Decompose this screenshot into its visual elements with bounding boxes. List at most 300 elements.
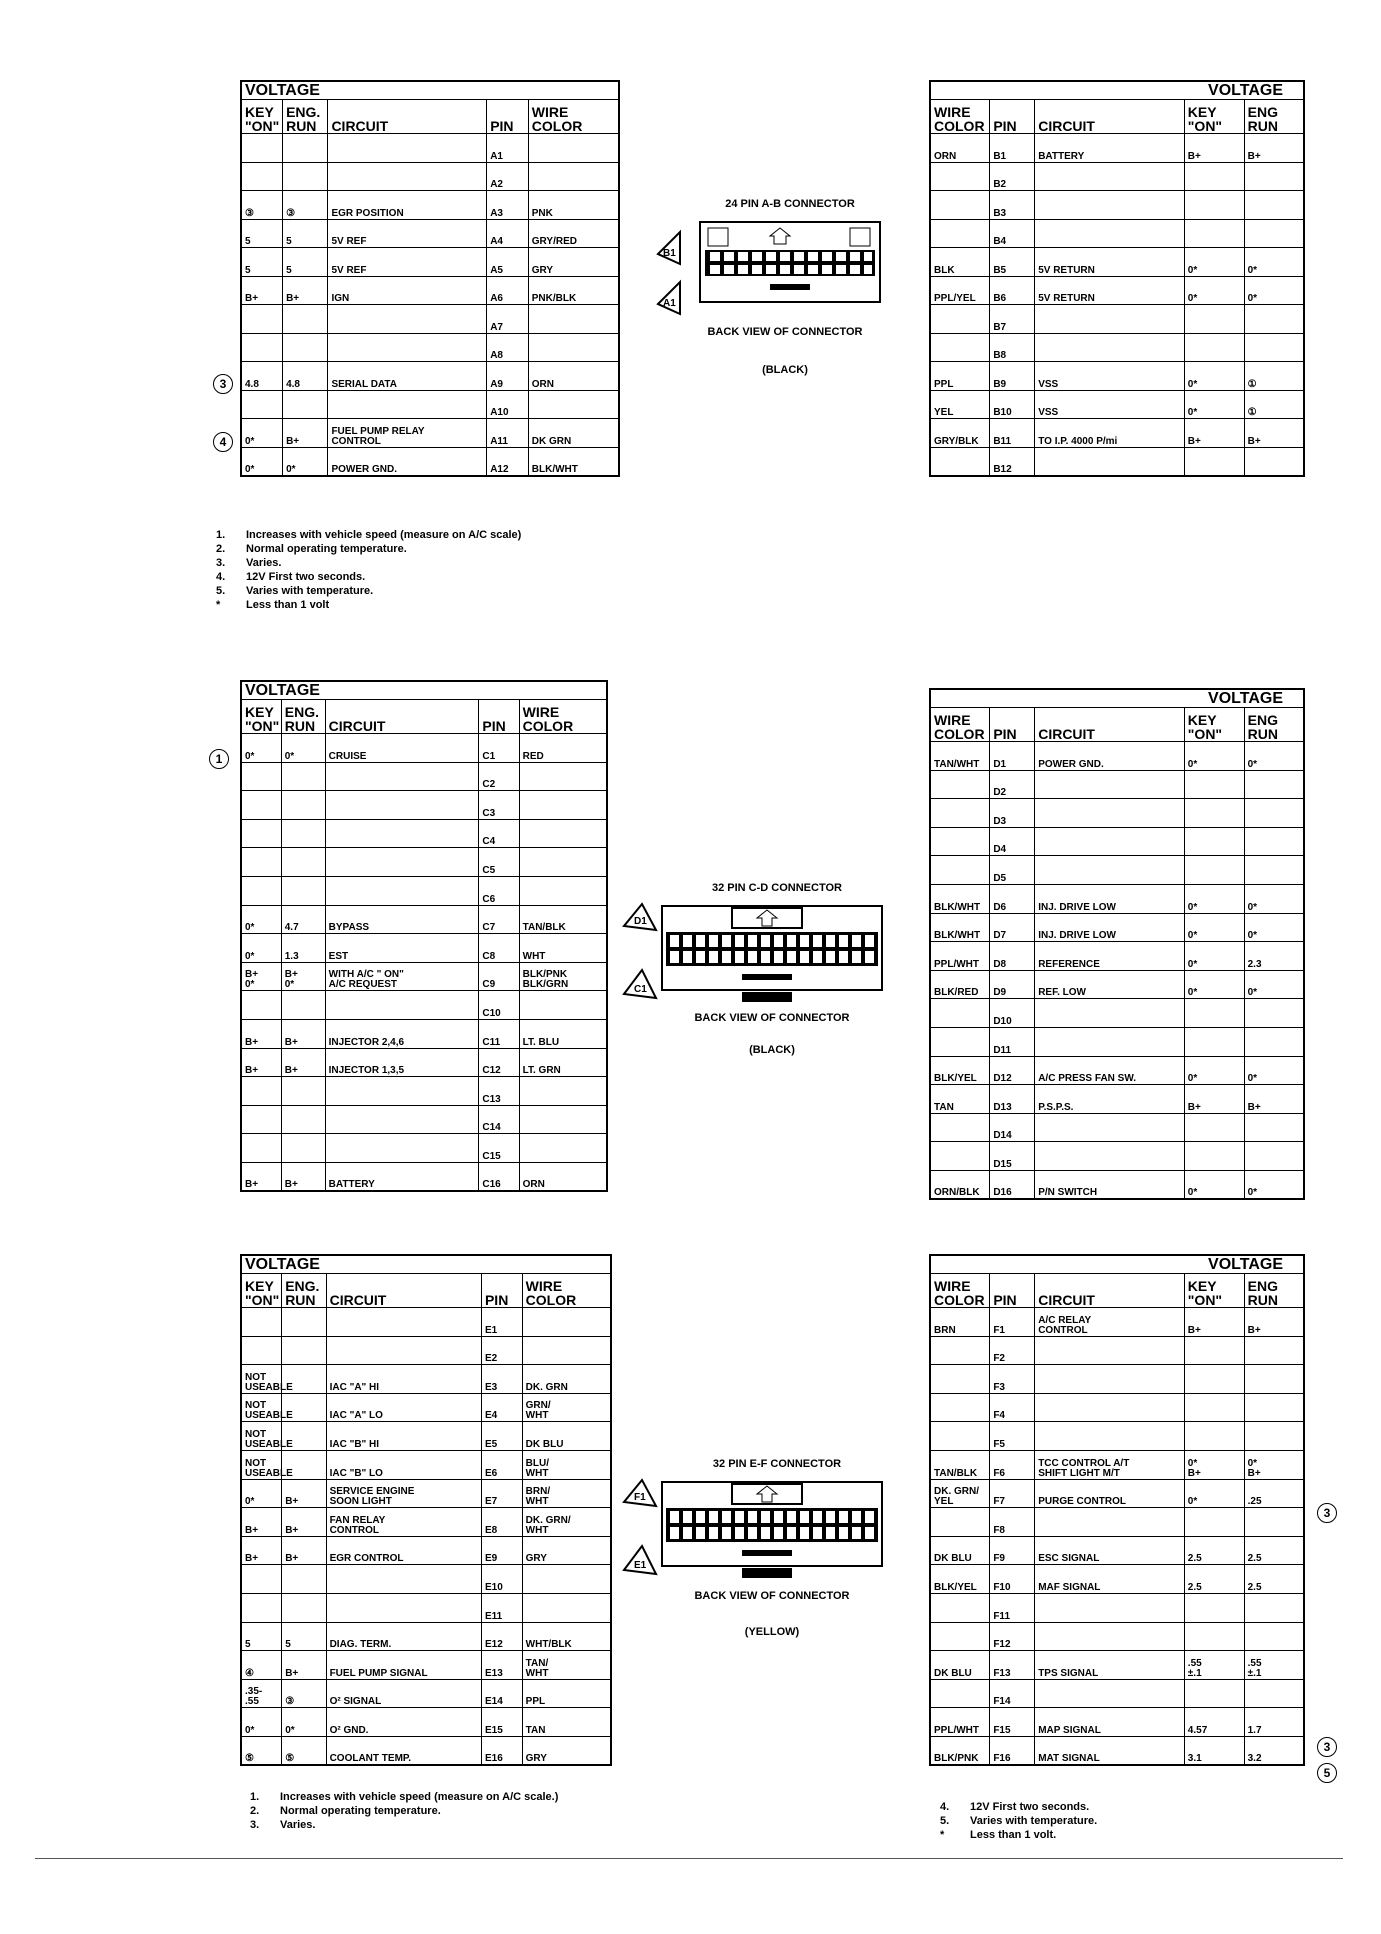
table-cell: C4 (479, 819, 519, 848)
table-cell (1035, 1365, 1185, 1394)
table-cell: FUEL PUMP SIGNAL (326, 1651, 481, 1680)
table-cell (1184, 827, 1244, 856)
table-cell: B12 (990, 447, 1035, 476)
table-cell (1244, 162, 1304, 191)
table-cell: GRY (522, 1536, 611, 1565)
table-cell (281, 762, 325, 791)
table-cell (1035, 1593, 1185, 1622)
table-cell (1035, 1508, 1185, 1537)
table-cell (326, 1336, 481, 1365)
table-cell: BYPASS (325, 905, 479, 934)
table-cell: 0* (1244, 1170, 1304, 1199)
table-cell: B5 (990, 248, 1035, 277)
table-row (241, 819, 607, 848)
table-cell (930, 1593, 990, 1622)
table-row (241, 1565, 611, 1594)
table-cell: F15 (990, 1708, 1035, 1737)
table-cell: 0* (1244, 1056, 1304, 1085)
table-cell: E16 (481, 1736, 522, 1765)
voltage-header-row (241, 681, 607, 700)
callout-f15: 3 (1317, 1737, 1337, 1757)
table-cell: D11 (990, 1027, 1035, 1056)
table-cell (241, 134, 283, 163)
table-cell (1035, 1422, 1185, 1451)
table-cell (1035, 999, 1185, 1028)
table-cell: 0* (1184, 362, 1244, 391)
table-row (930, 419, 1304, 448)
table-cell (1244, 1622, 1304, 1651)
table-cell (1184, 162, 1244, 191)
table-cell: NOT USEABLE (241, 1422, 282, 1451)
table-row (930, 1679, 1304, 1708)
table-cell: PPL/WHT (930, 1708, 990, 1737)
table-cell: B2 (990, 162, 1035, 191)
table-cell (281, 991, 325, 1020)
callout-a11: 4 (213, 432, 233, 452)
eng-run-header: ENG RUN (1244, 708, 1304, 742)
table-cell: DK BLU (930, 1536, 990, 1565)
table-row (241, 305, 619, 334)
table-cell (328, 134, 487, 163)
wire-color-header: WIRE COLOR (528, 100, 619, 134)
table-row (930, 333, 1304, 362)
table-cell: ORN (930, 134, 990, 163)
table-cell: LT. BLU (519, 1019, 607, 1048)
table-cell: MAP SIGNAL (1035, 1708, 1185, 1737)
table-cell: D7 (990, 913, 1035, 942)
table-row (930, 1393, 1304, 1422)
table-cell (1244, 1336, 1304, 1365)
voltage-heading: VOLTAGE (930, 689, 1304, 708)
note-text: Varies with temperature. (970, 1815, 1098, 1827)
table-cell: E9 (481, 1536, 522, 1565)
table-cell: 4.8 (241, 362, 283, 391)
table-cell: ③ (241, 191, 283, 220)
table-row (241, 134, 619, 163)
ef-connector (622, 1458, 902, 1638)
callout-f7: 3 (1317, 1503, 1337, 1523)
table-cell (282, 1593, 326, 1622)
table-cell (930, 447, 990, 476)
note-number: 3. (250, 1819, 260, 1831)
table-cell: 5 (241, 248, 283, 277)
table-cell (522, 1565, 611, 1594)
cd-tag-top: D1 (634, 916, 647, 927)
table-cell (930, 1027, 990, 1056)
note-text: Varies with temperature. (246, 585, 374, 597)
voltage-header-row (930, 689, 1304, 708)
table-cell (1184, 1593, 1244, 1622)
table-cell: BRN (930, 1308, 990, 1337)
table-cell: B+ (282, 1536, 326, 1565)
table-cell: F16 (990, 1736, 1035, 1765)
table-cell (930, 999, 990, 1028)
pin-header: PIN (990, 100, 1035, 134)
note-number: 3. (216, 557, 226, 569)
table-cell (1244, 1365, 1304, 1394)
table-cell: C1 (479, 734, 519, 763)
table-cell (328, 333, 487, 362)
table-row (930, 856, 1304, 885)
table-cell (519, 1105, 607, 1134)
table-cell: 4.8 (283, 362, 328, 391)
table-cell (1184, 799, 1244, 828)
table-cell: GRY/BLK (930, 419, 990, 448)
table-row (241, 1593, 611, 1622)
table-cell: E7 (481, 1479, 522, 1508)
table-cell: D14 (990, 1113, 1035, 1142)
table-row (930, 827, 1304, 856)
table-cell: 1.7 (1244, 1708, 1304, 1737)
pin-header: PIN (481, 1274, 522, 1308)
table-row (241, 1365, 611, 1394)
table-row (930, 999, 1304, 1028)
table-row (241, 1508, 611, 1537)
voltage-heading: VOLTAGE (930, 1255, 1304, 1274)
table-row (241, 1077, 607, 1106)
table-cell: E1 (481, 1308, 522, 1337)
table-cell: NOT USEABLE (241, 1365, 282, 1394)
table-cell: D1 (990, 742, 1035, 771)
ab-connector-color: (BLACK) (762, 364, 808, 376)
table-row (930, 1736, 1304, 1765)
table-cell: E3 (481, 1365, 522, 1394)
table-row (930, 276, 1304, 305)
table-cell (930, 1393, 990, 1422)
table-cell (241, 390, 283, 419)
table-cell (283, 390, 328, 419)
table-cell: 0* (241, 1479, 282, 1508)
table-cell (1184, 1393, 1244, 1422)
cd-connector-title: 32 PIN C-D CONNECTOR (712, 882, 842, 894)
table-cell: D5 (990, 856, 1035, 885)
table-cell: BRN/ WHT (522, 1479, 611, 1508)
table-cell (241, 305, 283, 334)
table-row (930, 1651, 1304, 1680)
table-cell (283, 134, 328, 163)
circuit-header: CIRCUIT (1035, 100, 1185, 134)
table-row (241, 1308, 611, 1337)
table-cell: BLU/ WHT (522, 1450, 611, 1479)
note-number: 4. (216, 571, 226, 583)
table-cell (1244, 1142, 1304, 1171)
table-cell: F11 (990, 1593, 1035, 1622)
table-cell: D4 (990, 827, 1035, 856)
note-number: 1. (250, 1791, 260, 1803)
table-cell: O² SIGNAL (326, 1679, 481, 1708)
table-cell: B+ 0* (241, 962, 281, 991)
table-cell (1035, 1113, 1185, 1142)
table-cell (283, 162, 328, 191)
table-cell (522, 1336, 611, 1365)
cd-left-pin-table (240, 680, 608, 1192)
table-cell (930, 1422, 990, 1451)
table-row (241, 1422, 611, 1451)
table-cell (282, 1308, 326, 1337)
table-cell: 0* (241, 419, 283, 448)
table-cell: 0* (241, 934, 281, 963)
table-cell (1244, 1027, 1304, 1056)
table-cell: 0* (1184, 742, 1244, 771)
column-header-row (930, 1274, 1304, 1308)
table-cell: BLK (930, 248, 990, 277)
table-row (930, 913, 1304, 942)
table-row (241, 1479, 611, 1508)
note-line (250, 1790, 558, 1804)
table-cell: PPL (930, 362, 990, 391)
pin-header: PIN (479, 700, 519, 734)
table-cell: E6 (481, 1450, 522, 1479)
table-cell: B11 (990, 419, 1035, 448)
table-cell (930, 191, 990, 220)
table-cell: .25 (1244, 1479, 1304, 1508)
table-cell: A6 (487, 276, 529, 305)
table-cell (930, 1622, 990, 1651)
table-cell (1035, 1336, 1185, 1365)
wire-color-header: WIRE COLOR (930, 708, 990, 742)
table-row (241, 876, 607, 905)
table-cell: ③ (283, 191, 328, 220)
table-cell (528, 333, 619, 362)
key-on-header: KEY "ON" (241, 1274, 282, 1308)
table-cell (1244, 999, 1304, 1028)
ef-left-pin-table (240, 1254, 612, 1766)
table-row (241, 1162, 607, 1191)
table-cell: D2 (990, 770, 1035, 799)
table-cell (1035, 1622, 1185, 1651)
table-row (930, 1593, 1304, 1622)
table-cell: ESC SIGNAL (1035, 1536, 1185, 1565)
ab-connector-view: BACK VIEW OF CONNECTOR (707, 326, 863, 338)
table-cell: 1.3 (281, 934, 325, 963)
ef-right-pin-table (929, 1254, 1305, 1766)
table-cell: BLK/RED (930, 970, 990, 999)
voltage-header-row (241, 81, 619, 100)
table-cell: MAF SIGNAL (1035, 1565, 1185, 1594)
table-cell: 0* (1244, 884, 1304, 913)
table-row (930, 191, 1304, 220)
table-cell (1035, 1679, 1185, 1708)
table-cell (1184, 1365, 1244, 1394)
table-cell: 5V RETURN (1035, 276, 1185, 305)
table-cell: BATTERY (325, 1162, 479, 1191)
table-cell: D15 (990, 1142, 1035, 1171)
table-cell (519, 791, 607, 820)
table-row (241, 191, 619, 220)
table-cell: RED (519, 734, 607, 763)
table-cell: C6 (479, 876, 519, 905)
table-row (930, 1422, 1304, 1451)
table-cell (519, 762, 607, 791)
table-cell: NOT USEABLE (241, 1450, 282, 1479)
table-cell (281, 876, 325, 905)
table-cell (1184, 219, 1244, 248)
table-cell (325, 791, 479, 820)
table-cell: C8 (479, 934, 519, 963)
table-cell: 4.7 (281, 905, 325, 934)
table-cell (241, 762, 281, 791)
table-cell (930, 1142, 990, 1171)
table-cell: 0* (1184, 970, 1244, 999)
table-cell: A5 (487, 248, 529, 277)
table-cell: YEL (930, 390, 990, 419)
table-cell: DK BLU (930, 1651, 990, 1680)
table-cell: C11 (479, 1019, 519, 1048)
table-row (930, 248, 1304, 277)
table-cell (241, 1593, 282, 1622)
table-cell (281, 1105, 325, 1134)
voltage-heading: VOLTAGE (930, 81, 1304, 100)
note-number: 2. (250, 1805, 260, 1817)
table-cell (1035, 447, 1185, 476)
table-cell: 0* (1184, 942, 1244, 971)
cd-connector-drawing (622, 898, 902, 1008)
table-cell (1244, 333, 1304, 362)
table-row (241, 390, 619, 419)
table-cell: ORN/BLK (930, 1170, 990, 1199)
table-cell: B+ (241, 1019, 281, 1048)
table-cell: GRY (528, 248, 619, 277)
table-cell (1244, 1113, 1304, 1142)
note-line (250, 1804, 558, 1818)
table-cell: F8 (990, 1508, 1035, 1537)
table-row (241, 276, 619, 305)
table-row (241, 762, 607, 791)
table-cell: BLK/WHT (930, 884, 990, 913)
note-number: 2. (216, 543, 226, 555)
table-cell: B6 (990, 276, 1035, 305)
column-header-row (241, 100, 619, 134)
table-cell (1035, 856, 1185, 885)
table-cell: A8 (487, 333, 529, 362)
table-cell (1244, 191, 1304, 220)
table-row (241, 447, 619, 476)
table-row (930, 799, 1304, 828)
table-cell: INJECTOR 1,3,5 (325, 1048, 479, 1077)
table-cell: 0* (1184, 390, 1244, 419)
table-cell (283, 333, 328, 362)
wire-color-header: WIRE COLOR (522, 1274, 611, 1308)
table-cell: CRUISE (325, 734, 479, 763)
table-cell: NOT USEABLE (241, 1393, 282, 1422)
pin-header: PIN (990, 1274, 1035, 1308)
table-cell: 0* (282, 1708, 326, 1737)
table-cell: REFERENCE (1035, 942, 1185, 971)
table-cell: C9 (479, 962, 519, 991)
table-cell (1244, 827, 1304, 856)
table-cell (1035, 333, 1185, 362)
table-cell: A12 (487, 447, 529, 476)
table-cell: BLK/WHT (930, 913, 990, 942)
table-cell (1184, 1336, 1244, 1365)
table-cell: INJECTOR 2,4,6 (325, 1019, 479, 1048)
note-line (216, 570, 521, 584)
table-cell: B+ (283, 419, 328, 448)
circuit-header: CIRCUIT (1035, 1274, 1185, 1308)
circuit-header: CIRCUIT (326, 1274, 481, 1308)
voltage-header-row (241, 1255, 611, 1274)
wire-color-header: WIRE COLOR (519, 700, 607, 734)
table-cell: EGR CONTROL (326, 1536, 481, 1565)
table-row (930, 942, 1304, 971)
table-row (241, 1536, 611, 1565)
cd-connector-color: (BLACK) (749, 1044, 795, 1056)
table-row (241, 1336, 611, 1365)
table-cell: WHT (519, 934, 607, 963)
table-cell (1244, 1593, 1304, 1622)
note-line (216, 528, 521, 542)
table-cell: ③ (282, 1679, 326, 1708)
table-cell: GRN/ WHT (522, 1393, 611, 1422)
table-row (930, 1336, 1304, 1365)
table-cell: PURGE CONTROL (1035, 1479, 1185, 1508)
table-cell: 0* (1244, 970, 1304, 999)
table-row (930, 970, 1304, 999)
table-row (930, 1056, 1304, 1085)
table-cell: B10 (990, 390, 1035, 419)
table-row (241, 248, 619, 277)
ef-connector-view: BACK VIEW OF CONNECTOR (694, 1590, 850, 1602)
table-cell: PNK/BLK (528, 276, 619, 305)
table-cell: B+ (241, 276, 283, 305)
table-cell (241, 333, 283, 362)
table-cell (326, 1565, 481, 1594)
table-cell: COOLANT TEMP. (326, 1736, 481, 1765)
table-cell: 0* (241, 1708, 282, 1737)
table-cell: F12 (990, 1622, 1035, 1651)
table-row (241, 1450, 611, 1479)
table-cell (1184, 1027, 1244, 1056)
table-cell (1184, 305, 1244, 334)
table-row (930, 362, 1304, 391)
table-cell (522, 1593, 611, 1622)
table-cell (519, 1134, 607, 1163)
table-cell: A9 (487, 362, 529, 391)
table-cell: 2.5 (1244, 1565, 1304, 1594)
table-cell (1184, 770, 1244, 799)
table-cell: 0* (1244, 276, 1304, 305)
table-cell: E13 (481, 1651, 522, 1680)
notes-bottom-left (250, 1790, 558, 1832)
table-cell: 0* (1244, 742, 1304, 771)
table-cell (1035, 1393, 1185, 1422)
table-cell: C10 (479, 991, 519, 1020)
table-row (930, 1536, 1304, 1565)
table-cell (519, 819, 607, 848)
table-row (930, 1508, 1304, 1537)
table-cell: WHT/BLK (522, 1622, 611, 1651)
table-row (930, 1365, 1304, 1394)
note-text: Varies. (246, 557, 282, 569)
table-cell: PPL/WHT (930, 942, 990, 971)
table-cell: 0* (1244, 913, 1304, 942)
table-cell (930, 1679, 990, 1708)
table-cell: ⑤ (241, 1736, 282, 1765)
note-number: 5. (216, 585, 226, 597)
table-cell: DK. GRN (522, 1365, 611, 1394)
table-cell: 4.57 (1184, 1708, 1244, 1737)
table-row (930, 305, 1304, 334)
table-cell: A10 (487, 390, 529, 419)
table-cell: FUEL PUMP RELAY CONTROL (328, 419, 487, 448)
table-cell: 0* (1184, 884, 1244, 913)
table-cell: DIAG. TERM. (326, 1622, 481, 1651)
table-cell (328, 390, 487, 419)
table-cell: E14 (481, 1679, 522, 1708)
table-cell: LT. GRN (519, 1048, 607, 1077)
table-row (241, 734, 607, 763)
table-cell: D13 (990, 1085, 1035, 1114)
